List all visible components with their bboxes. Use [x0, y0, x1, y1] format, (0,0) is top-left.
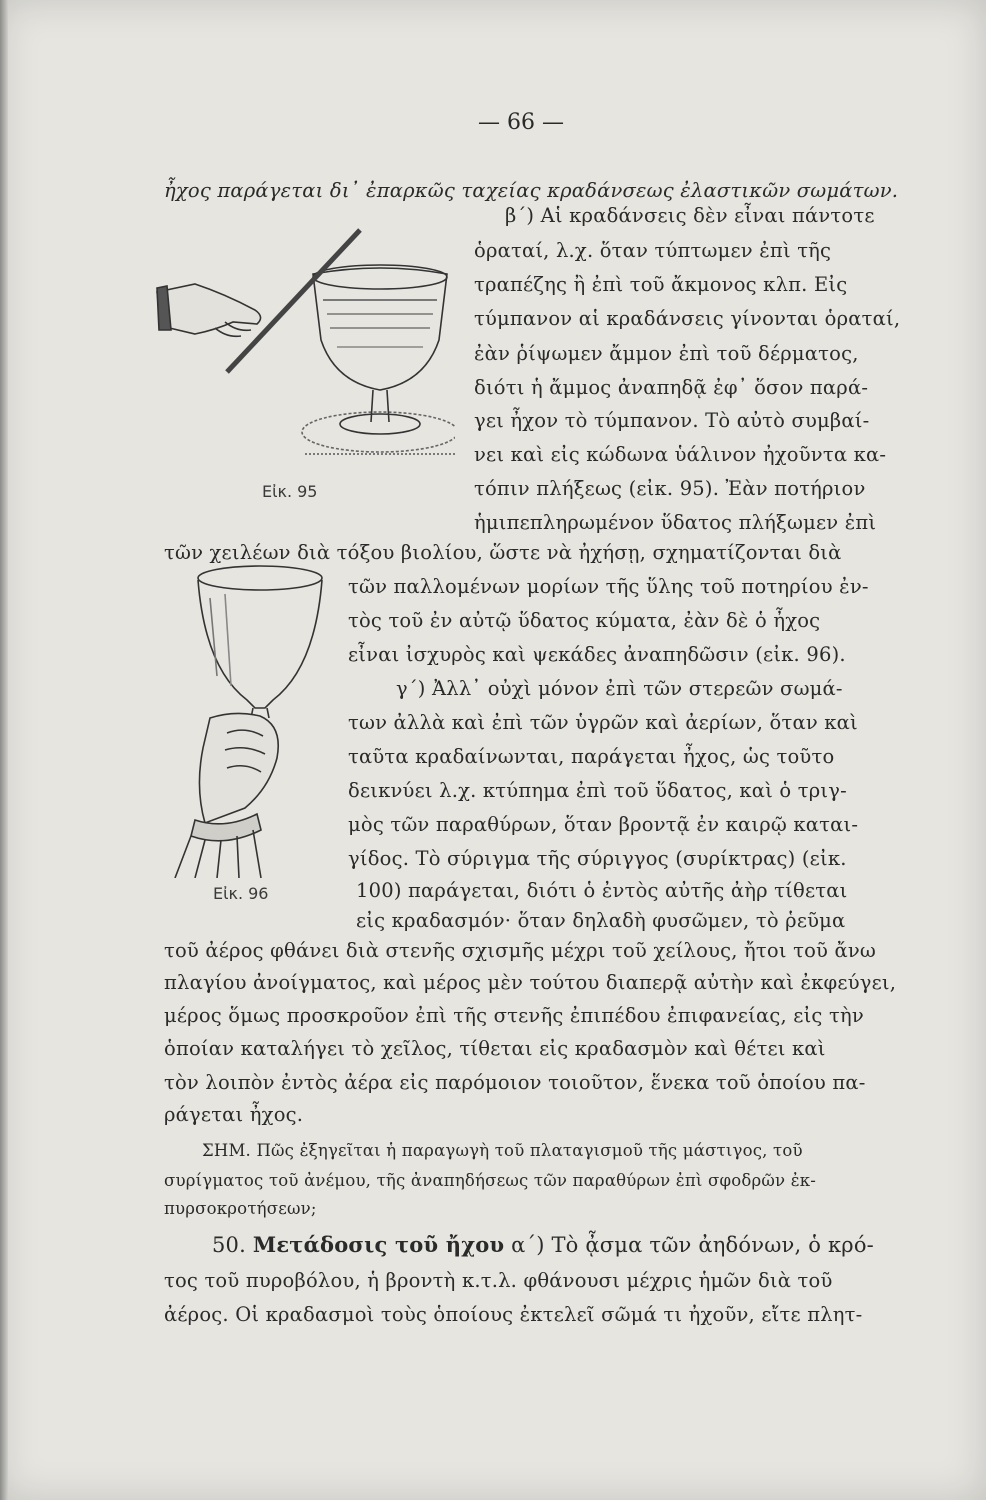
note-line-3: πυρσοκροτήσεων; — [164, 1199, 317, 1218]
text-line-15: εἶναι ἰσχυρὸς καὶ ψεκάδες ἀναπηδῶσιν (εἰκ. 96). — [348, 643, 846, 666]
text-line-27: ὁποίαν καταλήγει τὸ χεῖλος, τίθεται εἰς κραδασμὸν καὶ θέτει καὶ — [164, 1037, 826, 1060]
note-line-2: συρίγματος τοῦ ἀνέμου, τῆς ἀναπηδήσεως τῶν παραθύρων ἐπὶ σφοδρῶν ἐκ- — [164, 1171, 817, 1190]
text-line-18: ταῦτα κραδαίνωνται, παράγεται ἦχος, ὡς τοῦτο — [348, 745, 835, 768]
page-number: — 66 — — [478, 110, 564, 135]
text-line-31: τος τοῦ πυροβόλου, ἡ βροντὴ κ.τ.λ. φθάνουσι μέχρις ἡμῶν διὰ τοῦ — [164, 1269, 833, 1292]
text-line-1: ἦχος παράγεται δι᾽ ἐπαρκῶς ταχείας κραδάνσεως ἐλαστικῶν σωμάτων. — [164, 179, 899, 202]
text-line-28: τὸν λοιπὸν ἐντὸς ἀέρα εἰς παρόμοιον τοιοῦτον, ἕνεκα τοῦ ὁποίου πα- — [164, 1071, 866, 1094]
text-line-10: τόπιν πλήξεως (εἰκ. 95). Ἐὰν ποτήριον — [474, 477, 866, 500]
text-line-2: β´) Αἱ κραδάνσεις δὲν εἶναι πάντοτε — [505, 204, 875, 227]
text-line-22: 100) παράγεται, διότι ὁ ἐντὸς αὐτῆς ἀὴρ τίθεται — [356, 879, 848, 902]
text-line-7: διότι ἡ ἄμμος ἀναπηδᾷ ἐφ᾽ ὅσον παρά- — [474, 376, 869, 399]
section-title: Μετάδοσις τοῦ ἤχου — [252, 1232, 505, 1257]
figure-96-caption: Εἰκ. 96 — [213, 884, 269, 903]
text-line-23: εἰς κραδασμόν· ὅταν δηλαδὴ φυσῶμεν, τὸ ῥεῦμα — [356, 909, 846, 932]
text-line-8: γει ἦχον τὸ τύμπανον. Τὸ αὐτὸ συμβαί- — [474, 409, 870, 432]
text-line-5: τύμπανον αἱ κραδάνσεις γίνονται ὁραταί, — [474, 307, 901, 330]
text-line-4: τραπέζης ἢ ἐπὶ τοῦ ἄκμονος κλπ. Εἰς — [474, 273, 848, 296]
section-number: 50. — [212, 1233, 246, 1257]
text-line-26: μέρος ὅμως προσκροῦον ἐπὶ τῆς στενῆς ἐπιπέδου ἐπιφανείας, εἰς τὴν — [164, 1004, 864, 1027]
figure-95-caption: Εἰκ. 95 — [262, 482, 318, 501]
text-line-3: ὁραταί, λ.χ. ὅταν τύπτωμεν ἐπὶ τῆς — [474, 239, 832, 262]
text-line-19: δεικνύει λ.χ. κτύπημα ἐπὶ τοῦ ὕδατος, καὶ ὁ τριγ- — [348, 779, 847, 802]
text-line-24: τοῦ ἀέρος φθάνει διὰ στενῆς σχισμῆς μέχρι τοῦ χείλους, ἤτοι τοῦ ἄνω — [164, 939, 876, 962]
text-line-32: ἀέρος. Οἱ κραδασμοὶ τοὺς ὁποίους ἐκτελεῖ σῶμά τι ἠχοῦν, εἴτε πλητ- — [164, 1303, 863, 1326]
text-line-14: τὸς τοῦ ἐν αὐτῷ ὕδατος κύματα, ἐὰν δὲ ὁ ἦχος — [348, 609, 821, 632]
text-line-29: ράγεται ἦχος. — [164, 1103, 304, 1126]
page-edge — [0, 0, 8, 1500]
text-line-12: τῶν χειλέων διὰ τόξου βιολίου, ὥστε νὰ ἠχήσῃ, σχηματίζονται διὰ — [164, 541, 842, 564]
section-heading-line — [212, 1232, 874, 1258]
text-line-11: ἡμιπεπληρωμένον ὕδατος πλήξωμεν ἐπὶ — [474, 511, 877, 534]
text-line-25: πλαγίου ἀνοίγματος, καὶ μέρος μὲν τούτου διαπερᾷ αὐτὴν καὶ ἐκφεύγει, — [164, 971, 897, 994]
text-line-6: ἐὰν ῥίψωμεν ἄμμον ἐπὶ τοῦ δέρματος, — [474, 342, 859, 365]
text-line-21: γίδος. Τὸ σύριγμα τῆς σύριγγος (συρίκτρας) (εἰκ. — [348, 847, 847, 870]
text-line-17: των ἀλλὰ καὶ ἐπὶ τῶν ὑγρῶν καὶ ἀερίων, ὅταν καὶ — [348, 711, 858, 734]
figure-96-illustration — [165, 558, 335, 878]
text-line-20: μὸς τῶν παραθύρων, ὅταν βροντᾷ ἐν καιρῷ καται- — [348, 813, 859, 836]
figure-95-illustration — [155, 222, 455, 472]
section-intro: α´) Τὸ ᾆσμα τῶν ἀηδόνων, ὁ κρό- — [504, 1233, 874, 1257]
text-line-16: γ´) Ἀλλ᾽ οὐχὶ μόνον ἐπὶ τῶν στερεῶν σωμά- — [396, 677, 843, 700]
note-line-1: ΣΗΜ. Πῶς ἐξηγεῖται ἡ παραγωγὴ τοῦ πλαταγισμοῦ τῆς μάστιγος, τοῦ — [202, 1141, 803, 1160]
text-line-9: νει καὶ εἰς κώδωνα ὑάλινον ἠχοῦντα κα- — [474, 443, 887, 466]
text-line-13: τῶν παλλομένων μορίων τῆς ὕλης τοῦ ποτηρίου ἐν- — [348, 575, 869, 598]
